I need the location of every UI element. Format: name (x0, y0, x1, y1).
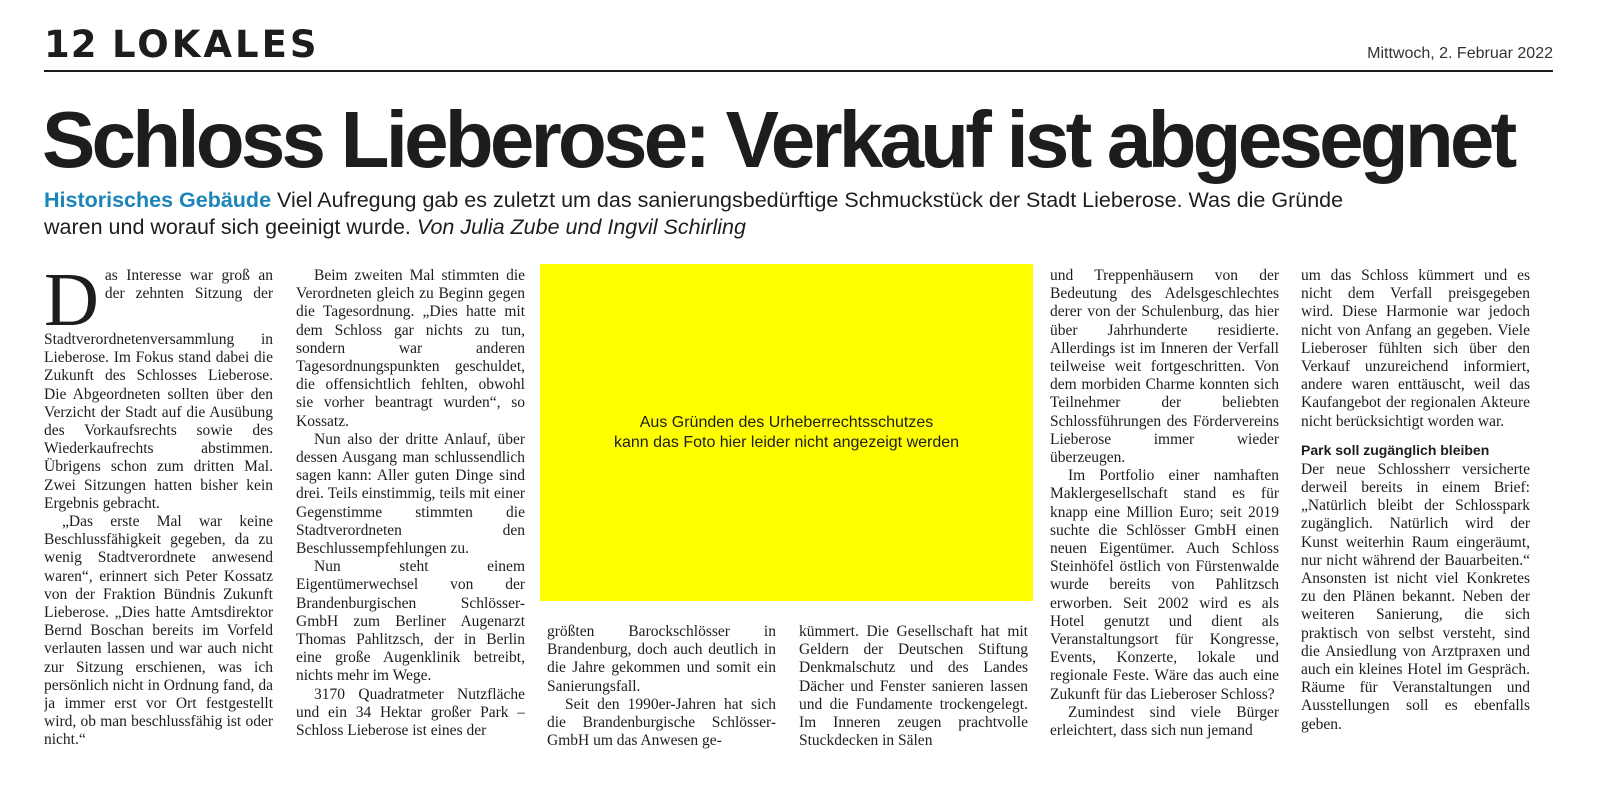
column-4 (799, 623, 1028, 753)
photo-placeholder-line-2: kann das Foto hier leider nicht angezeigt werden (613, 433, 960, 451)
column-2-paragraph-3: Nun steht einem Eigentümerwechsel von der Brandenburgischen Schlösser-GmbH zum Berliner Augenarzt Thomas Pahlitzsch, der in Berlin eine große Augenklinik betreibt, nichts mehr im Wege. (296, 558, 525, 685)
kicker: Historisches Gebäude (44, 188, 272, 212)
column-3-paragraph-2: Seit den 1990er-Jahren hat sich die Brandenburgische Schlösser-GmbH um das Anwesen ge- (547, 695, 776, 750)
column-4-paragraph-1: kümmert. Die Gesellschaft hat mit Geldern der Deutschen Stiftung Denkmalschutz und des Landes Dächer und Fenster sanieren lassen und die Fundamente trockengelegt. Im Inneren zeugen prachtvolle Stuckdecken in Sälen (799, 623, 1028, 750)
column-5-paragraph-2: Im Portfolio einer namhaften Maklergesellschaft stand es für knapp eine Million Euro; seit 2019 suchte die Schlösser GmbH einen neuen Eigentümer. Auch Schloss Steinhöfel östlich von Fürstenwalde wurde bereits von Pahlitzsch erworben. Seit 2002 wird es als Hotel genutzt und dient als Veranstaltungsort für Kongresse, Events, Konzerte, lokale und regionale Feste. Wäre das auch eine Zukunft für das Lieberoser Schloss? (1050, 467, 1279, 703)
column-5 (1050, 267, 1279, 757)
column-6-paragraph-1: um das Schloss kümmert und es nicht dem Verfall preisgegeben wird. Diese Harmonie war jedoch nicht von Anfang an gegeben. Viele Lieberoser fühlten sich über den Verkauf unzureichend informiert, andere waren enttäuscht, weil das Kaufangebot der regionalen Akteure nicht berücksichtigt worden war. (1301, 267, 1530, 430)
column-2-paragraph-1: Beim zweiten Mal stimmten die Verordneten gleich zu Beginn gegen die Tagesordnung. „Dies hatte mit dem Schloss gar nichts zu tun, sondern war anderen Tagesordnungspunkten geschuldet, die offensichtlich fehlten, obwohl sie vorher beantragt wurden“, so Kossatz. (296, 267, 525, 430)
drop-cap: D (44, 267, 99, 342)
column-6-paragraph-2: Der neue Schlossherr versicherte derweil bereits in einem Brief: „Natürlich bleibt der Schlosspark zugänglich. Natürlich wird der Kunst weiterhin Raum eingeräumt, nur nicht während der Bauarbeiten.“ Ansonsten ist nicht viel Konkretes zu den Plänen bekannt. Neben der weiteren Sanierung, die sich praktisch von selbst versteht, sind die Ansiedlung von Arztpraxen und auch ein kleines Hotel im Gespräch. Räume für Veranstaltungen und Ausstellungen soll es ebenfalls geben. (1301, 460, 1530, 733)
column-1-paragraph-1-text: as Interesse war groß an der zehnten Sitzung der Stadtverordnetenversammlung in Lieberose. Im Fokus stand dabei die Zukunft des Schlosses Lieberose. Die Abgeordneten sollten über den Verzicht der Stadt auf die Ausübung des Vorkaufsrechts sowie des Wiederkaufrechts abstimmen. Übrigens schon zum dritten Mal. Zwei Sitzungen hatten bisher kein Ergebnis gebracht. (44, 267, 273, 512)
photo-placeholder-line-1: Aus Gründen des Urheberrechtsschutzes (639, 413, 934, 431)
column-2-paragraph-2: Nun also der dritte Anlauf, über dessen Ausgang man schlussendlich sagen kann: Aller guten Dinge sind drei. Teils einstimmig, teils mit einer Gegenstimme stimmten die Stadtverordneten den Beschlussempfehlungen zu. (296, 430, 525, 558)
column-2-paragraph-4: 3170 Quadratmeter Nutzfläche und ein 34 Hektar großer Park – Schloss Lieberose ist eines der (296, 685, 525, 740)
page-number: 12 (44, 23, 98, 66)
column-1-paragraph-1 (44, 267, 273, 513)
headline: Schloss Lieberose: Verkauf ist abgesegnet (42, 95, 1514, 184)
byline: Von Julia Zube und Ingvil Schirling (416, 215, 746, 239)
column-2 (296, 267, 525, 757)
article-dek (44, 187, 1384, 241)
column-5-paragraph-1: und Treppenhäusern von der Bedeutung des Adelsgeschlechtes derer von der Schulenburg, das hier über Jahrhunderte residierte. Allerdings ist im Inneren der Verfall teilweise weit fortgeschritten. Von dem morbiden Charme konnten sich Teilnehmer der beliebten Schlossführungen des Fördervereins Lieberose immer wieder überzeugen. (1050, 267, 1279, 467)
section-title: LOKALES (112, 23, 320, 66)
column-3-paragraph-1: größten Barockschlösser in Brandenburg, doch auch deutlich in die Jahre gekommen und somit ein Sanierungsfall. (547, 623, 776, 695)
column-1-paragraph-2: „Das erste Mal war keine Beschlussfähigkeit gegeben, da zu wenig Stadtverordnete anwesend waren“, erinnert sich Peter Kossatz von der Fraktion Bündnis Zukunft Lieberose. „Dies hatte Amtsdirektor Bernd Boschan bereits im Vorfeld verlauten lassen und war auch nicht zur Sitzung erschienen, was ich persönlich nicht in Ordnung fand, da ja immer erst vor Ort festgestellt wird, ob man beschlussfähig ist oder nicht.“ (44, 513, 273, 749)
photo-placeholder (540, 264, 1033, 601)
column-1 (44, 267, 273, 757)
issue-date: Mittwoch, 2. Februar 2022 (1367, 45, 1553, 62)
column-5-paragraph-3: Zumindest sind viele Bürger erleichtert, dass sich nun jemand (1050, 703, 1279, 740)
column-3 (547, 623, 776, 753)
column-6 (1301, 267, 1530, 757)
subheading: Park soll zugänglich bleiben (1301, 441, 1490, 458)
dek-text: Viel Aufregung gab es zuletzt um das sanierungsbedürftige Schmuckstück der Stadt Lieberose. Was die Gründe waren und worauf sich geeinigt wurde. (44, 188, 1344, 239)
header-rule (44, 70, 1553, 72)
